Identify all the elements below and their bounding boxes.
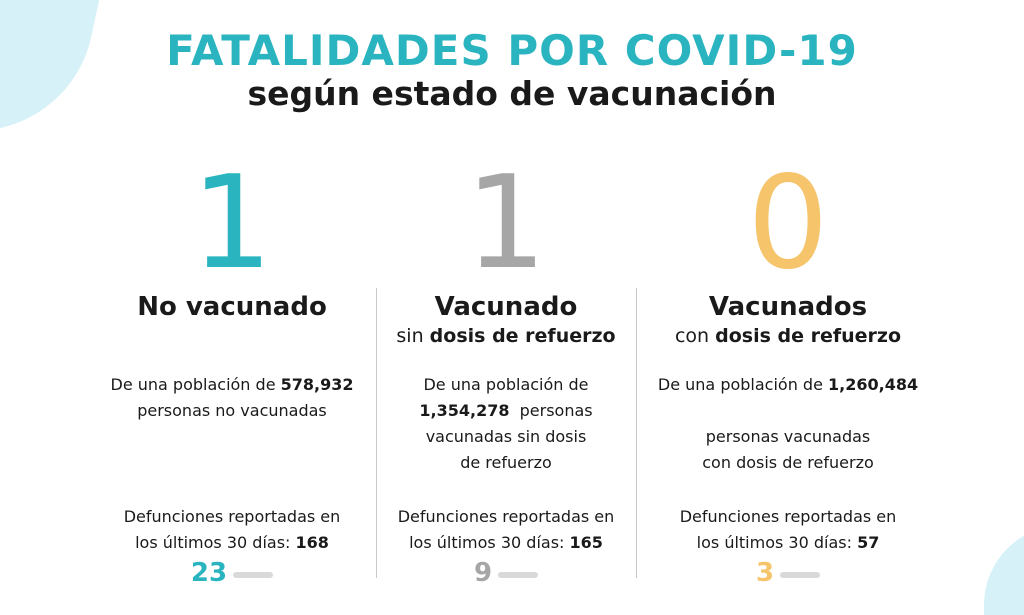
population-prefix: De una población de	[110, 375, 281, 394]
cutoff-row	[82, 558, 382, 588]
population-value: 1,260,484	[828, 375, 919, 394]
population-text	[356, 372, 656, 476]
deaths-value: 57	[857, 533, 880, 552]
cutoff-bar	[780, 572, 820, 578]
cutoff-number: 9	[473, 558, 493, 588]
cutoff-number: 23	[190, 558, 228, 588]
deaths-line1: Defunciones reportadas en	[397, 507, 615, 526]
population-suffix: personas vacunadas	[705, 427, 871, 446]
column-unvaccinated	[82, 149, 382, 588]
deaths-line2-prefix: los últimos 30 días:	[409, 533, 570, 552]
ratio-number: 1	[191, 149, 273, 298]
decorative-corner-bottom-right	[984, 525, 1024, 615]
population-suffix-3: de refuerzo	[460, 453, 552, 472]
sublabel-pre: sin	[396, 325, 430, 347]
population-suffix-2: con dosis de refuerzo	[702, 453, 874, 472]
deaths-line1: Defunciones reportadas en	[123, 507, 341, 526]
population-value: 1,354,278	[419, 401, 510, 420]
deaths-text	[638, 504, 938, 556]
deaths-value: 168	[295, 533, 329, 552]
cutoff-row	[356, 558, 656, 588]
category-label: Vacunados	[708, 292, 868, 322]
cutoff-bar	[498, 572, 538, 578]
cutoff-bar	[233, 572, 273, 578]
population-suffix: personas no vacunadas	[137, 401, 327, 420]
population-prefix: De una población de	[423, 375, 589, 394]
sublabel-bold: dosis de refuerzo	[715, 325, 902, 347]
population-suffix: personas	[519, 401, 593, 420]
ratio-number: 0	[747, 149, 829, 298]
population-suffix-2: vacunadas sin dosis	[425, 427, 587, 446]
cutoff-row	[638, 558, 938, 588]
deaths-line2-prefix: los últimos 30 días:	[135, 533, 296, 552]
population-prefix: De una población de	[657, 375, 829, 394]
category-sublabel	[356, 325, 656, 347]
ratio-number: 1	[465, 149, 547, 298]
column-vaccinated-booster	[638, 149, 938, 588]
page-subtitle: según estado de vacunación	[247, 74, 777, 113]
cutoff-number: 3	[755, 558, 775, 588]
page-title: FATALIDADES POR COVID-19	[166, 26, 858, 75]
category-sublabel	[638, 325, 938, 347]
deaths-line1: Defunciones reportadas en	[679, 507, 897, 526]
population-text	[82, 372, 382, 424]
category-label: Vacunado	[434, 292, 578, 322]
category-label: No vacunado	[137, 292, 327, 322]
deaths-value: 165	[569, 533, 603, 552]
deaths-text	[82, 504, 382, 556]
column-vaccinated-no-booster	[356, 149, 656, 588]
population-text	[638, 372, 938, 476]
deaths-line2-prefix: los últimos 30 días:	[696, 533, 858, 552]
sublabel-bold: dosis de refuerzo	[429, 325, 616, 347]
deaths-text	[356, 504, 656, 556]
population-value: 578,932	[280, 375, 354, 394]
sublabel-pre: con	[674, 325, 716, 347]
